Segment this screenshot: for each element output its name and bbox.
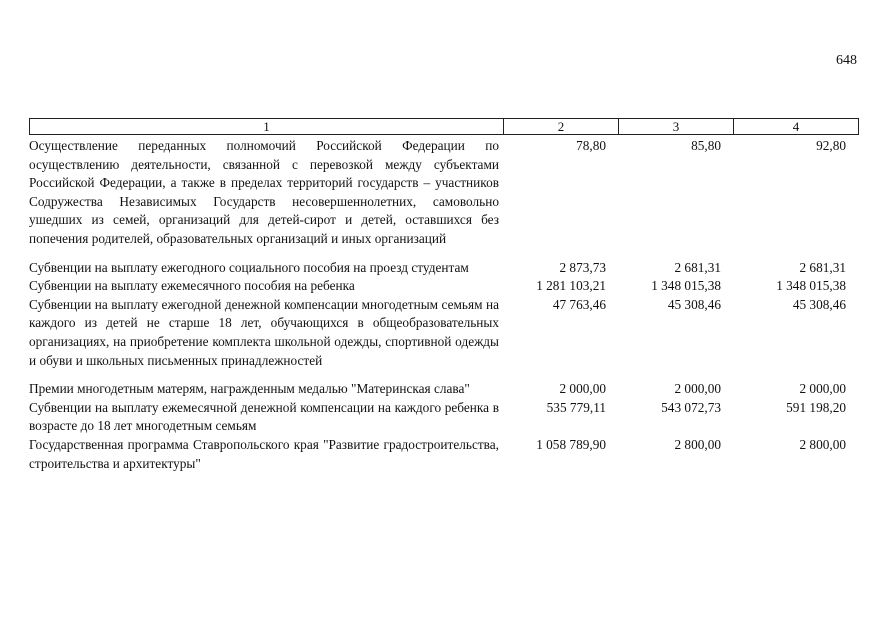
row-value-3: 45 308,46 — [667, 296, 721, 312]
table-row — [29, 137, 858, 249]
page-number: 648 — [836, 53, 857, 68]
row-value-3: 2 000,00 — [674, 381, 721, 397]
row-value-4: 45 308,46 — [792, 296, 846, 312]
row-value-4: 92,80 — [816, 138, 846, 153]
row-value-3: 85,80 — [691, 138, 721, 153]
row-description: Осуществление переданных полномочий Российской Федерации по осуществлению деятельности, связанной с перевозкой между субъектами Российской Федерации, а также в пределах территорий государств – участников Содружества Независимых Государств несовершеннолетних, самовольно ушедших из семей, организаций для детей-сирот и детей, оставшихся без попечения родителей, образовательных организаций и иных организаций — [29, 138, 499, 246]
row-value-4: 1 348 015,38 — [776, 278, 846, 294]
row-value-2: 2 000,00 — [559, 381, 606, 397]
row-value-2: 1 058 789,90 — [536, 436, 606, 452]
row-description: Субвенции на выплату ежемесячного пособия на ребенка — [29, 278, 355, 294]
row-value-2: 47 763,46 — [552, 296, 606, 312]
row-value-2: 78,80 — [576, 138, 606, 153]
row-description: Субвенции на выплату ежемесячной денежной компенсации на каждого ребенка в возрасте до 18 лет многодетным семьям — [29, 399, 499, 434]
row-value-4: 2 000,00 — [799, 381, 846, 397]
row-value-3: 2 800,00 — [674, 436, 721, 452]
column-header-1: 1 — [30, 119, 504, 135]
row-value-3: 2 681,31 — [674, 259, 721, 275]
row-value-3: 1 348 015,38 — [651, 278, 721, 294]
row-value-3: 543 072,73 — [661, 399, 721, 415]
column-header-3: 3 — [619, 119, 734, 135]
row-gap — [29, 249, 858, 259]
column-header-4: 4 — [734, 119, 859, 135]
column-header-table — [29, 118, 859, 135]
table-row — [29, 399, 858, 436]
row-value-2: 1 281 103,21 — [536, 278, 606, 294]
row-value-2: 2 873,73 — [559, 259, 606, 275]
row-value-2: 535 779,11 — [546, 399, 606, 415]
table-row — [29, 277, 858, 296]
column-header-2: 2 — [504, 119, 619, 135]
row-description: Субвенции на выплату ежегодной денежной компенсации многодетным семьям на каждого из детей не старше 18 лет, обучающихся в общеобразовательных организациях, на приобретение комплекта школьной одежды, спортивной одежды и обуви и школьных письменных принадлежностей — [29, 296, 499, 368]
row-description: Субвенции на выплату ежегодного социального пособия на проезд студентам — [29, 259, 469, 275]
table-row — [29, 259, 858, 278]
column-header-row — [30, 119, 859, 135]
table-row — [29, 380, 858, 399]
row-gap — [29, 370, 858, 380]
row-value-4: 591 198,20 — [786, 399, 846, 415]
row-value-4: 2 681,31 — [799, 259, 846, 275]
budget-table — [29, 137, 858, 473]
table-row — [29, 436, 858, 473]
row-value-4: 2 800,00 — [799, 436, 846, 452]
table-row — [29, 296, 858, 370]
row-description: Государственная программа Ставропольского края "Развитие градостроительства, строительства и архитектуры" — [29, 436, 499, 471]
row-description: Премии многодетным матерям, награжденным медалью "Материнская слава" — [29, 381, 470, 397]
